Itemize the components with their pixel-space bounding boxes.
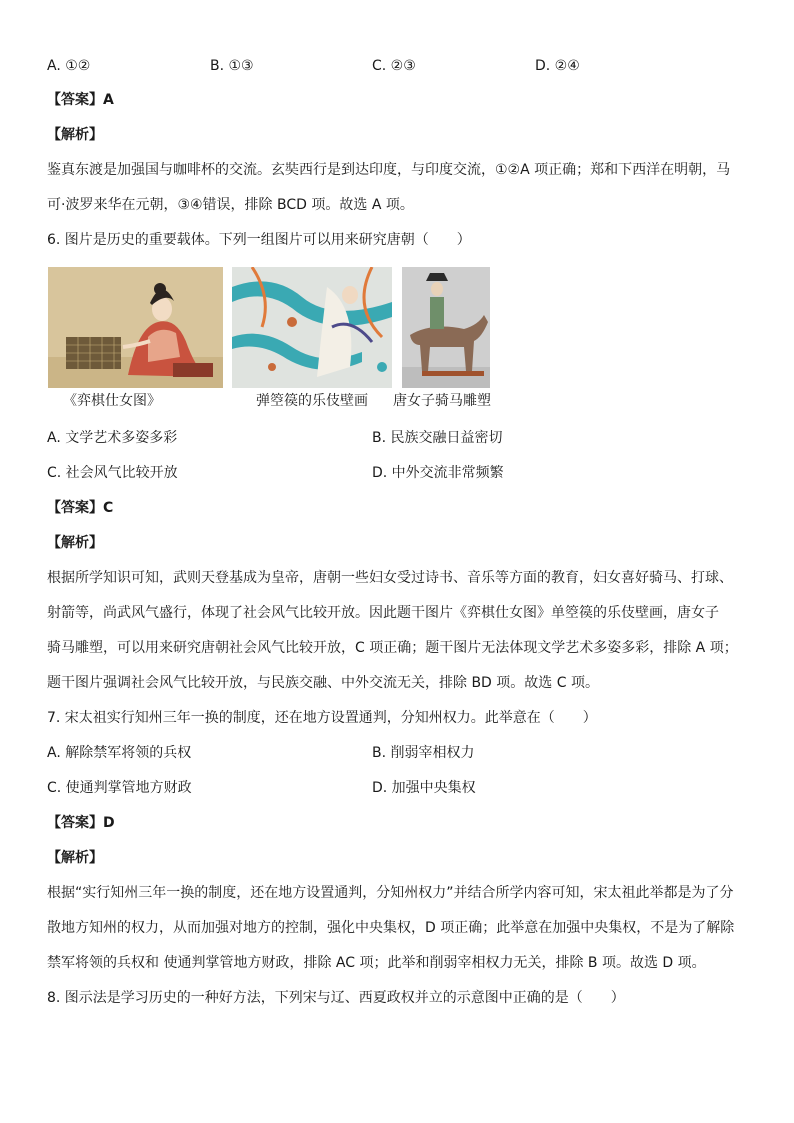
q7-analysis-line: 禁军将领的兵权和 使通判掌管地方财政，排除 AC 项；此举和削弱宰相权力无关，排除 B 项。故选 D 项。 [47,955,706,971]
q5-option-d: D. ②④ [535,58,580,74]
q7-option-d: D. 加强中央集权 [372,780,476,796]
q7-option-a: A. 解除禁军将领的兵权 [47,745,192,761]
q6-option-a: A. 文学艺术多姿多彩 [47,430,178,446]
q6-analysis-line: 根据所学知识可知，武则天登基成为皇帝，唐朝一些妇女受过诗书、音乐等方面的教育，妇女喜好骑马、打球、 [47,570,733,586]
q5-analysis-line: 鉴真东渡是加强国与咖啡杯的交流。玄奘西行是到达印度，与印度交流，①②A 项正确；郑和下西洋在明朝，马 [47,162,731,178]
q7-analysis-line: 散地方知州的权力，从而加强对地方的控制，强化中央集权，D 项正确；此举意在加强中央集权，不是为了解除 [47,920,735,936]
q6-analysis-line: 射箭等，尚武风气盛行，体现了社会风气比较开放。因此题干图片《弈棋仕女图》单箜篌的乐伎壁画，唐女子 [47,605,719,621]
q5-analysis-label: 【解析】 [47,127,103,143]
q7-answer: 【答案】D [47,815,115,831]
q6-analysis-label: 【解析】 [47,535,103,551]
q6-answer: 【答案】C [47,500,114,516]
q6-option-b: B. 民族交融日益密切 [372,430,503,446]
q6-analysis-line: 骑马雕塑，可以用来研究唐朝社会风气比较开放，C 项正确；题干图片无法体现文学艺术多姿多彩，排除 A 项； [47,640,738,656]
q5-option-b: B. ①③ [210,58,254,74]
q7-analysis-label: 【解析】 [47,850,103,866]
q5-answer: 【答案】A [47,92,114,108]
q5-option-a: A. ①② [47,58,91,74]
q6-option-d: D. 中外交流非常频繁 [372,465,504,481]
q7-question: 7. 宋太祖实行知州三年一换的制度，还在地方设置通判，分知州权力。此举意在（ ） [47,710,597,726]
caption-chess-lady: 《弈棋仕女图》 [63,393,161,409]
mural-image [232,267,392,388]
q8-question: 8. 图示法是学习历史的一种好方法，下列宋与辽、西夏政权并立的示意图中正确的是（ ） [47,990,625,1006]
q7-analysis-line: 根据“实行知州三年一换的制度，还在地方设置通判，分知州权力”并结合所学内容可知，宋太祖此举都是为了分 [47,885,734,901]
q7-option-c: C. 使通判掌管地方财政 [47,780,192,796]
q6-question: 6. 图片是历史的重要载体。下列一组图片可以用来研究唐朝（ ） [47,232,471,248]
q6-option-c: C. 社会风气比较开放 [47,465,178,481]
q7-option-b: B. 削弱宰相权力 [372,745,475,761]
q5-analysis-line: 可·波罗来华在元朝，③④错误，排除 BCD 项。故选 A 项。 [47,197,414,213]
female-rider-sculpture-image [402,267,490,388]
caption-mural: 弹箜篌的乐伎壁画 [256,393,368,409]
caption-rider: 唐女子骑马雕塑 [393,393,491,409]
chess-lady-painting-image [48,267,223,388]
q6-analysis-line: 题干图片强调社会风气比较开放，与民族交融、中外交流无关，排除 BD 项。故选 C 项。 [47,675,599,691]
q5-option-c: C. ②③ [372,58,416,74]
